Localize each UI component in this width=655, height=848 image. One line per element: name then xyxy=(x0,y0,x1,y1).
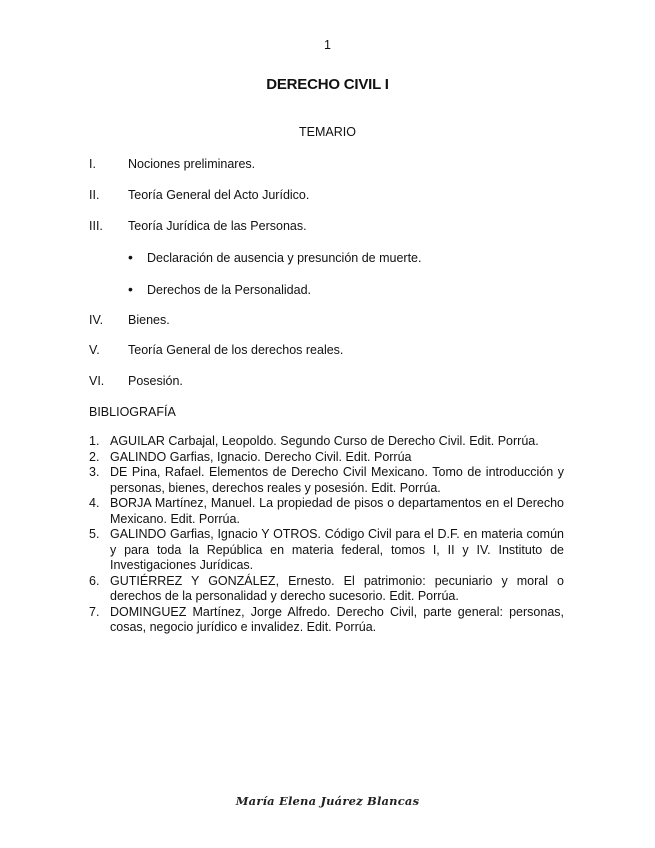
document-title: DERECHO CIVIL I xyxy=(266,76,389,93)
bibliography-text: GUTIÉRREZ Y GONZÁLEZ, Ernesto. El patrimonio: pecuniario y moral o derechos de la personalidad y derecho sucesorio. Edit. Porrúa. xyxy=(110,573,564,603)
bullet-icon: • xyxy=(128,249,133,265)
topic-number: IV. xyxy=(89,313,104,327)
bibliography-item xyxy=(89,434,564,450)
bibliography-item xyxy=(89,574,564,605)
bibliography-heading: BIBLIOGRAFÍA xyxy=(89,405,176,419)
syllabus-topic xyxy=(89,343,343,357)
bibliography-item xyxy=(89,450,564,466)
subtopic-text: Declaración de ausencia y presunción de muerte. xyxy=(147,251,422,265)
topic-text: Bienes. xyxy=(128,313,170,327)
bibliography-item xyxy=(89,496,564,527)
syllabus-topic xyxy=(89,157,255,171)
bullet-icon: • xyxy=(128,281,133,297)
subtopic-text: Derechos de la Personalidad. xyxy=(147,283,311,297)
syllabus-heading: TEMARIO xyxy=(299,125,356,139)
syllabus-topic xyxy=(89,313,170,327)
bibliography-text: AGUILAR Carbajal, Leopoldo. Segundo Curso de Derecho Civil. Edit. Porrúa. xyxy=(110,434,539,448)
topic-text: Teoría Jurídica de las Personas. xyxy=(128,219,307,233)
topic-number: VI. xyxy=(89,374,105,388)
bibliography-number: 7. xyxy=(89,604,100,619)
bibliography-list xyxy=(89,434,564,636)
syllabus-topic xyxy=(89,219,307,233)
topic-number: III. xyxy=(89,219,103,233)
topic-text: Teoría General del Acto Jurídico. xyxy=(128,188,310,202)
bibliography-number: 3. xyxy=(89,465,100,479)
bibliography-text: GALINDO Garfias, Ignacio. Derecho Civil. Edit. Porrúa xyxy=(110,449,412,464)
author-signature: María Elena Juárez Blancas xyxy=(235,794,420,808)
bibliography-number: 5. xyxy=(89,527,100,541)
topic-number: V. xyxy=(89,343,100,357)
topic-text: Posesión. xyxy=(128,374,183,388)
syllabus-topic xyxy=(89,374,183,388)
bibliography-number: 4. xyxy=(89,496,100,510)
bibliography-text: GALINDO Garfias, Ignacio Y OTROS. Código Civil para el D.F. en materia común y para toda la República en materia federal, tomos I, II y IV. Instituto de Investigaciones Jurídicas. xyxy=(110,527,564,572)
syllabus-subtopic xyxy=(128,281,311,297)
bibliography-number: 1. xyxy=(89,434,100,448)
syllabus-topic xyxy=(89,188,309,202)
bibliography-item xyxy=(89,527,564,574)
bibliography-number: 6. xyxy=(89,573,100,588)
page-number: 1 xyxy=(324,38,331,52)
topic-number: I. xyxy=(89,157,96,171)
bibliography-text: BORJA Martínez, Manuel. La propiedad de pisos o departamentos en el Derecho Mexicano. Edit. Porrúa. xyxy=(110,496,564,526)
bibliography-item xyxy=(89,465,564,496)
topic-number: II. xyxy=(89,188,100,202)
bibliography-text: DOMINGUEZ Martínez, Jorge Alfredo. Derecho Civil, parte general: personas, cosas, negocio jurídico e invalidez. Edit. Porrúa. xyxy=(110,604,564,634)
topic-text: Teoría General de los derechos reales. xyxy=(128,343,344,357)
bibliography-text: DE Pina, Rafael. Elementos de Derecho Civil Mexicano. Tomo de introducción y personas, bienes, derechos reales y posesión. Edit. Porrúa. xyxy=(110,465,564,495)
syllabus-subtopic xyxy=(128,249,421,265)
bibliography-item xyxy=(89,605,564,636)
bibliography-number: 2. xyxy=(89,449,100,464)
topic-text: Nociones preliminares. xyxy=(128,157,256,171)
